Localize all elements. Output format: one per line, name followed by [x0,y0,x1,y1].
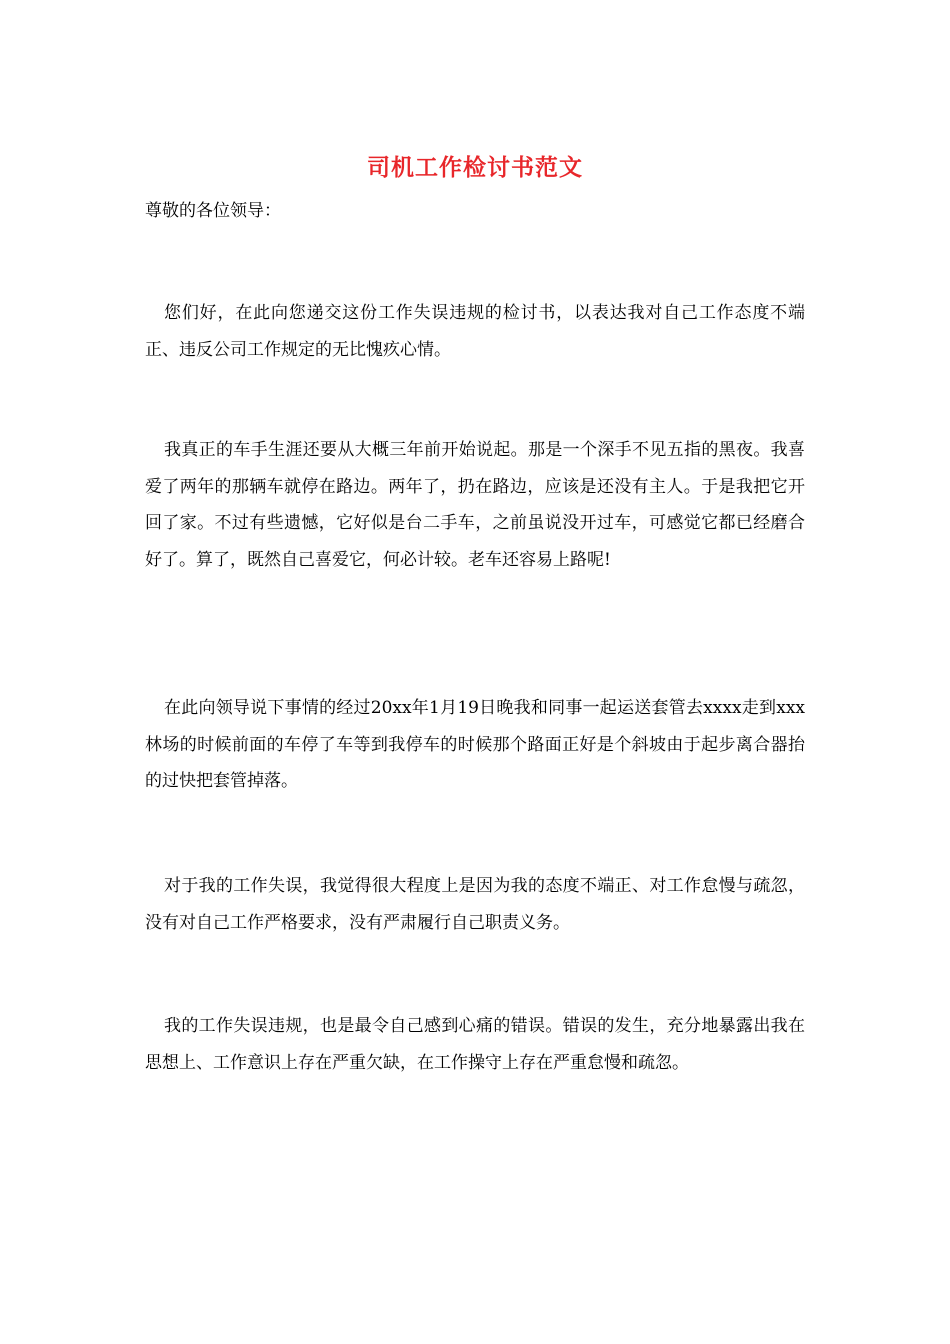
paragraph-reflection: 对于我的工作失误，我觉得很大程度上是因为我的态度不端正、对工作怠慢与疏忽，没有对自己工作严格要求，没有严肃履行自己职责义务。 [145,876,805,933]
document-title: 司机工作检讨书范文 [367,154,583,181]
paragraph-greeting: 您们好，在此向您递交这份工作失误违规的检讨书，以表达我对自己工作态度不端正、违反公司工作规定的无比愧疚心情。 [145,303,805,360]
paragraph-incident: 在此向领导说下事情的经过20xx年1月19日晚我和同事一起运送套管去xxxx走到xxx林场的时候前面的车停了车等到我停车的时候那个路面正好是个斜坡由于起步离合器抬的过快把套管掉落。 [145,698,805,791]
paragraph-background: 我真正的车手生涯还要从大概三年前开始说起。那是一个深手不见五指的黑夜。我喜爱了两年的那辆车就停在路边。两年了，扔在路边，应该是还没有主人。于是我把它开回了家。不过有些遗憾，它好似是台二手车，之前虽说没开过车，可感觉它都已经磨合好了。算了，既然自己喜爱它，何必计较。老车还容易上路呢! [145,440,805,570]
paragraph-conclusion: 我的工作失误违规，也是最令自己感到心痛的错误。错误的发生，充分地暴露出我在思想上、工作意识上存在严重欠缺，在工作操守上存在严重怠慢和疏忽。 [145,1016,805,1073]
salutation: 尊敬的各位领导： [145,201,281,221]
